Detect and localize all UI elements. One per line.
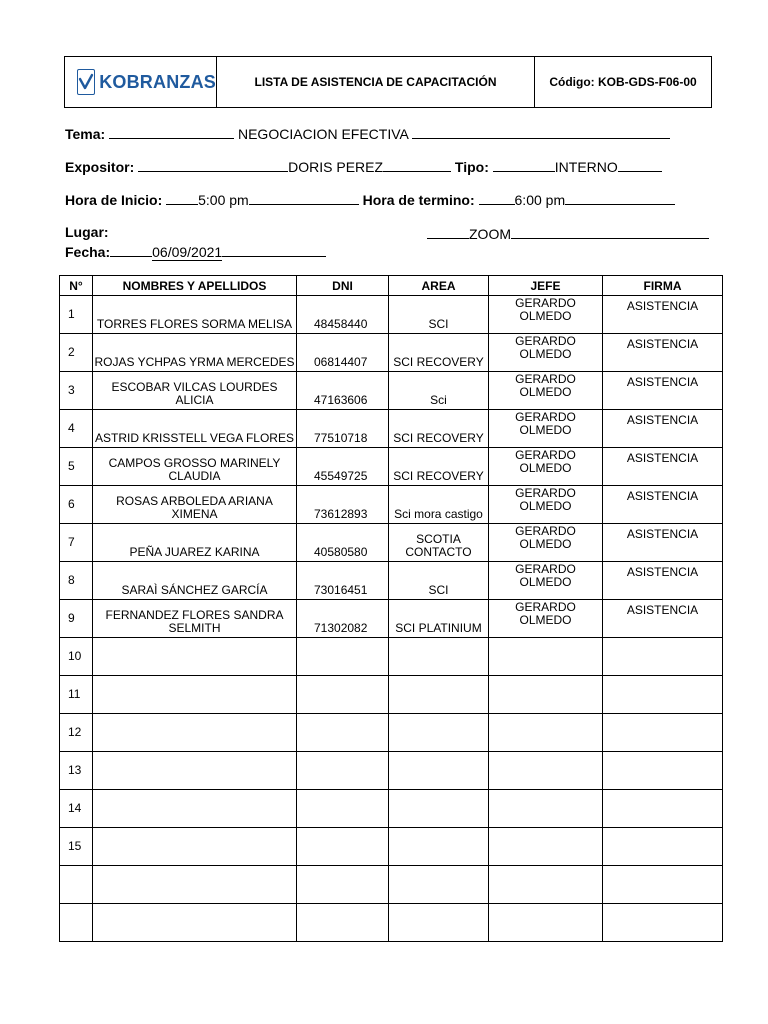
jefe-cell: GERARDO OLMEDO: [489, 562, 603, 600]
name-cell: ROSAS ARBOLEDA ARIANA XIMENA: [93, 486, 297, 524]
area-cell: Sci: [389, 372, 489, 410]
header-area: AREA: [389, 276, 489, 296]
row-number-cell: 14: [60, 790, 93, 828]
dni-cell: 40580580: [297, 524, 389, 562]
header-dni: DNI: [297, 276, 389, 296]
area-cell: SCI RECOVERY: [389, 334, 489, 372]
lugar-value: ZOOM: [469, 226, 511, 242]
row-number-cell: 10: [60, 638, 93, 676]
name-cell: [93, 752, 297, 790]
firma-cell: ASISTENCIA: [603, 372, 723, 410]
expositor-label: Expositor:: [65, 159, 135, 175]
row-number-cell: 7: [60, 524, 93, 562]
tipo-label: Tipo:: [454, 159, 489, 175]
area-cell: SCOTIA CONTACTO: [389, 524, 489, 562]
jefe-cell: GERARDO OLMEDO: [489, 372, 603, 410]
name-cell: [93, 638, 297, 676]
firma-cell: ASISTENCIA: [603, 600, 723, 638]
name-cell: [93, 714, 297, 752]
jefe-cell: [489, 638, 603, 676]
dni-cell: 73612893: [297, 486, 389, 524]
dni-cell: [297, 752, 389, 790]
table-row: [60, 524, 723, 562]
name-cell: [93, 866, 297, 904]
jefe-cell: [489, 676, 603, 714]
dni-cell: [297, 676, 389, 714]
firma-cell: [603, 752, 723, 790]
tipo-value: INTERNO: [554, 159, 618, 175]
expositor-line: [65, 157, 662, 175]
header-firma: FIRMA: [603, 276, 723, 296]
jefe-cell: [489, 904, 603, 942]
firma-cell: ASISTENCIA: [603, 334, 723, 372]
jefe-cell: GERARDO OLMEDO: [489, 334, 603, 372]
document-title: LISTA DE ASISTENCIA DE CAPACITACIÓN: [217, 57, 535, 107]
table-row: [60, 714, 723, 752]
firma-cell: [603, 714, 723, 752]
table-row: [60, 562, 723, 600]
dni-cell: 45549725: [297, 448, 389, 486]
row-number-cell: 2: [60, 334, 93, 372]
table-row: [60, 372, 723, 410]
dni-cell: [297, 866, 389, 904]
jefe-cell: GERARDO OLMEDO: [489, 524, 603, 562]
dni-cell: [297, 904, 389, 942]
row-number-cell: 13: [60, 752, 93, 790]
checkmark-logo-icon: [77, 69, 95, 95]
jefe-cell: [489, 790, 603, 828]
dni-cell: 47163606: [297, 372, 389, 410]
hora-inicio-value: 5:00 pm: [198, 192, 249, 208]
fecha-line: [65, 242, 326, 260]
lugar-label: Lugar:: [65, 224, 109, 240]
fecha-label: Fecha:: [65, 244, 111, 260]
firma-cell: [603, 828, 723, 866]
firma-cell: [603, 790, 723, 828]
jefe-cell: GERARDO OLMEDO: [489, 486, 603, 524]
name-cell: ASTRID KRISSTELL VEGA FLORES: [93, 410, 297, 448]
jefe-cell: [489, 752, 603, 790]
area-cell: Sci mora castigo: [389, 486, 489, 524]
hora-inicio-label: Hora de Inicio:: [65, 192, 163, 208]
dni-cell: [297, 638, 389, 676]
table-row: [60, 600, 723, 638]
jefe-cell: GERARDO OLMEDO: [489, 410, 603, 448]
row-number-cell: 9: [60, 600, 93, 638]
firma-cell: [603, 676, 723, 714]
area-cell: [389, 904, 489, 942]
table-row: [60, 486, 723, 524]
area-cell: SCI: [389, 296, 489, 334]
jefe-cell: [489, 866, 603, 904]
document-header: [64, 56, 712, 108]
firma-cell: ASISTENCIA: [603, 562, 723, 600]
jefe-cell: GERARDO OLMEDO: [489, 296, 603, 334]
lugar-value-line: [427, 224, 709, 242]
table-row: [60, 790, 723, 828]
jefe-cell: [489, 828, 603, 866]
area-cell: [389, 790, 489, 828]
area-cell: SCI RECOVERY: [389, 448, 489, 486]
row-number-cell: 5: [60, 448, 93, 486]
document-code: Código: KOB-GDS-F06-00: [549, 75, 697, 89]
name-cell: [93, 904, 297, 942]
name-cell: TORRES FLORES SORMA MELISA: [93, 296, 297, 334]
jefe-cell: GERARDO OLMEDO: [489, 448, 603, 486]
company-logo-text: KOBRANZAS: [99, 71, 216, 92]
table-row: [60, 638, 723, 676]
dni-cell: 06814407: [297, 334, 389, 372]
name-cell: [93, 676, 297, 714]
table-row: [60, 752, 723, 790]
row-number-cell: [60, 904, 93, 942]
fecha-value: 06/09/2021: [152, 244, 223, 260]
tema-value: NEGOCIACION EFECTIVA: [237, 126, 409, 142]
area-cell: [389, 752, 489, 790]
row-number-cell: 8: [60, 562, 93, 600]
firma-cell: ASISTENCIA: [603, 448, 723, 486]
row-number-cell: 12: [60, 714, 93, 752]
lugar-label-line: [65, 224, 109, 240]
firma-cell: [603, 904, 723, 942]
hora-termino-label: Hora de termino:: [362, 192, 475, 208]
row-number-cell: 11: [60, 676, 93, 714]
header-nombres: NOMBRES Y APELLIDOS: [93, 276, 297, 296]
attendance-table: [59, 275, 723, 942]
area-cell: SCI RECOVERY: [389, 410, 489, 448]
tema-line: [65, 124, 670, 142]
row-number-cell: 6: [60, 486, 93, 524]
tema-label: Tema:: [65, 126, 106, 142]
header-numero: N°: [60, 276, 93, 296]
area-cell: SCI PLATINIUM: [389, 600, 489, 638]
firma-cell: [603, 638, 723, 676]
row-number-cell: 4: [60, 410, 93, 448]
name-cell: ESCOBAR VILCAS LOURDES ALICIA: [93, 372, 297, 410]
area-cell: [389, 638, 489, 676]
table-header-row: [60, 276, 723, 296]
table-row: [60, 866, 723, 904]
firma-cell: ASISTENCIA: [603, 410, 723, 448]
table-row: [60, 448, 723, 486]
row-number-cell: 3: [60, 372, 93, 410]
row-number-cell: 1: [60, 296, 93, 334]
expositor-value: DORIS PEREZ: [288, 159, 384, 175]
dni-cell: 48458440: [297, 296, 389, 334]
area-cell: [389, 714, 489, 752]
firma-cell: ASISTENCIA: [603, 486, 723, 524]
jefe-cell: GERARDO OLMEDO: [489, 600, 603, 638]
name-cell: SARAÌ SÁNCHEZ GARCÍA: [93, 562, 297, 600]
table-row: [60, 904, 723, 942]
name-cell: ROJAS YCHPAS YRMA MERCEDES: [93, 334, 297, 372]
table-row: [60, 410, 723, 448]
dni-cell: 71302082: [297, 600, 389, 638]
horario-line: [65, 190, 675, 208]
dni-cell: [297, 790, 389, 828]
firma-cell: ASISTENCIA: [603, 524, 723, 562]
firma-cell: ASISTENCIA: [603, 296, 723, 334]
table-row: [60, 676, 723, 714]
name-cell: FERNANDEZ FLORES SANDRA SELMITH: [93, 600, 297, 638]
logo-cell: [65, 57, 217, 107]
table-row: [60, 828, 723, 866]
area-cell: [389, 866, 489, 904]
name-cell: CAMPOS GROSSO MARINELY CLAUDIA: [93, 448, 297, 486]
name-cell: [93, 790, 297, 828]
jefe-cell: [489, 714, 603, 752]
hora-termino-value: 6:00 pm: [514, 192, 566, 208]
area-cell: [389, 828, 489, 866]
name-cell: PEÑA JUAREZ KARINA: [93, 524, 297, 562]
table-row: [60, 334, 723, 372]
row-number-cell: 15: [60, 828, 93, 866]
area-cell: SCI: [389, 562, 489, 600]
dni-cell: [297, 828, 389, 866]
table-row: [60, 296, 723, 334]
firma-cell: [603, 866, 723, 904]
dni-cell: 73016451: [297, 562, 389, 600]
row-number-cell: [60, 866, 93, 904]
name-cell: [93, 828, 297, 866]
dni-cell: [297, 714, 389, 752]
dni-cell: 77510718: [297, 410, 389, 448]
area-cell: [389, 676, 489, 714]
header-jefe: JEFE: [489, 276, 603, 296]
